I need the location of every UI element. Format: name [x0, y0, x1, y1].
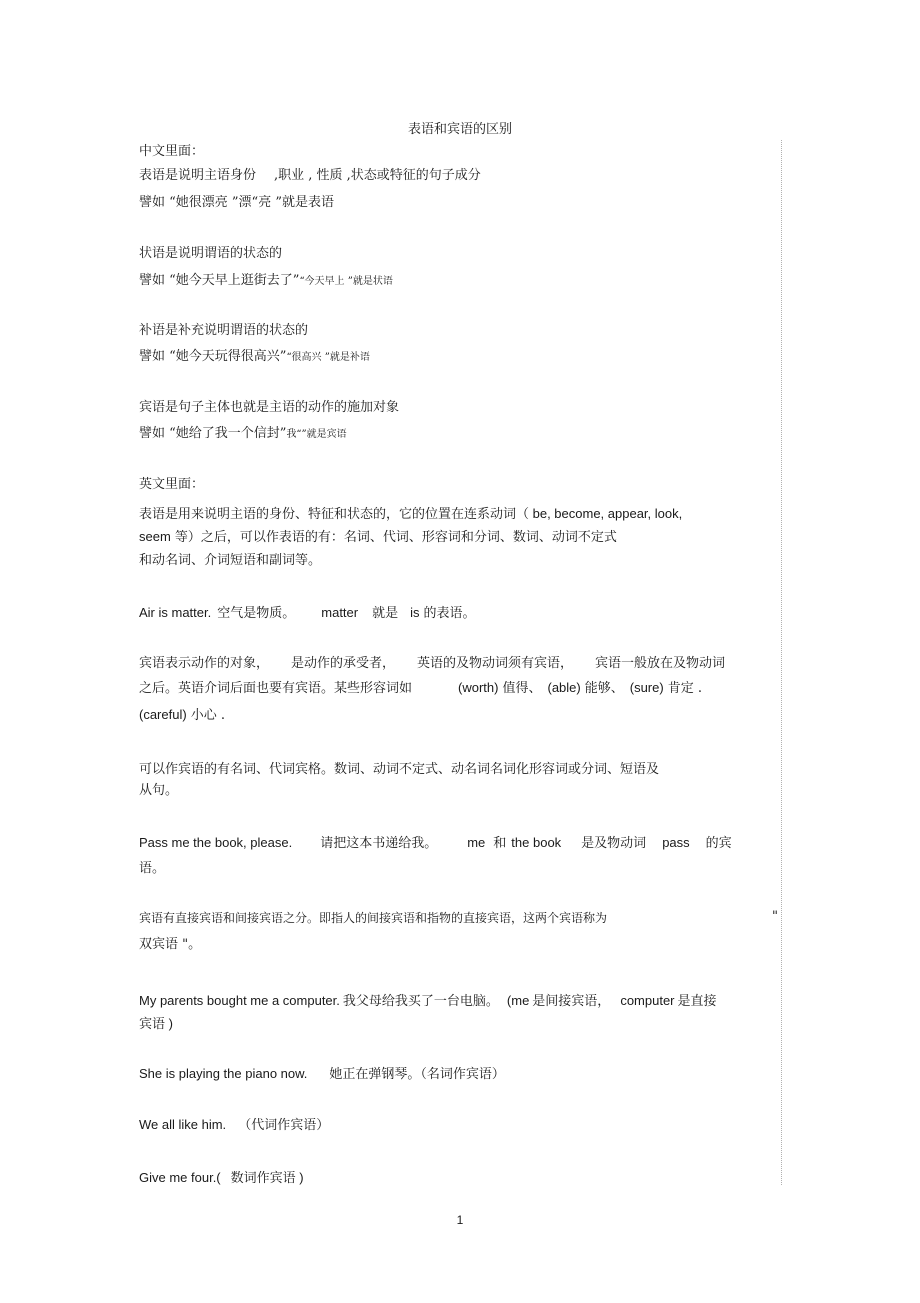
en-heading: 英文里面：	[139, 477, 205, 492]
text-run: computer	[620, 993, 675, 1008]
biaoyu-example: 譬如 “她很漂亮 ”漂“亮 ”就是表语	[139, 195, 334, 210]
text-run: Pass me the book, please.	[139, 835, 293, 850]
text-run: We all like him.	[139, 1117, 227, 1132]
text-run: “今天早上 ”就是状语	[299, 276, 393, 287]
p2-line-2	[139, 680, 702, 697]
p1-line-1	[139, 506, 682, 523]
text-run: )	[165, 1016, 173, 1031]
text-run: (worth)	[458, 680, 499, 695]
text-run: 譬如 “她今天早上逛街去了”	[139, 273, 300, 288]
text-run: (sure)	[629, 680, 664, 695]
text-run: Give me four.(	[139, 1170, 221, 1185]
buyu-definition: 补语是补充说明谓语的状态的	[139, 323, 309, 338]
text-run: 是直接	[677, 994, 717, 1009]
text-run: 宾语一般放在及物动词	[595, 656, 726, 671]
text-run: pass	[662, 835, 690, 850]
p3-line-1: 可以作宾语的有名词、代词宾格。数词、动词不定式、动名词名词化形容词或分词、短语及	[139, 762, 660, 777]
text-run: (careful)	[139, 707, 187, 722]
text-run: 宾语	[139, 1017, 166, 1032]
text-run: 譬如 “她给了我一个信封”	[139, 426, 287, 441]
p4-line-2	[139, 937, 201, 953]
text-run: ,职业 , 性质 ,状态或特征的句子成分	[274, 168, 481, 183]
text-run: 空气是物质。	[217, 606, 296, 621]
text-run: me	[467, 835, 486, 850]
binyu-example	[139, 426, 347, 443]
example-my-parents	[139, 993, 717, 1010]
text-run: 值得、	[502, 681, 542, 696]
text-run: 请把这本书递给我。	[320, 836, 438, 851]
text-run: 是及物动词	[581, 836, 647, 851]
text-run: 能够、	[584, 681, 624, 696]
example-give-me-four	[139, 1170, 304, 1187]
text-run: 数词作宾语	[230, 1171, 296, 1186]
text-run: “很高兴 ”就是补语	[286, 352, 370, 363]
text-run: 表语是用来说明主语的身份、特征和状态的，它的位置在连系动词（	[139, 507, 530, 522]
text-run: )	[295, 1170, 304, 1185]
example-air-is-matter	[139, 605, 476, 622]
p2-line-3	[139, 707, 225, 724]
example-piano	[139, 1066, 505, 1083]
text-run: 表语是说明主语身份	[139, 168, 257, 183]
text-run: 我“”就是宾语	[286, 429, 347, 440]
text-run: 的宾	[705, 836, 732, 851]
biaoyu-definition	[139, 168, 481, 184]
text-run: (able)	[547, 680, 581, 695]
text-run: is	[410, 605, 420, 620]
text-run: My parents bought me a computer.	[139, 993, 340, 1008]
text-run: 和	[493, 836, 507, 851]
text-run: the book	[511, 835, 562, 850]
zh-heading: 中文里面：	[139, 144, 205, 159]
text-run: 是间接宾语，	[532, 994, 611, 1009]
example-pass-line-2: 语。	[139, 861, 166, 876]
text-run: 是动作的承受者，	[291, 656, 396, 671]
text-run: matter	[321, 605, 359, 620]
example-my-parents-line-2	[139, 1016, 173, 1033]
text-run: 小心 .	[190, 708, 225, 723]
p4-quote-mark: "	[772, 909, 778, 924]
text-run: 的表语。	[423, 606, 476, 621]
text-run: 肯定 .	[667, 681, 702, 696]
p1-line-3: 和动名词、介词短语和副词等。	[139, 553, 322, 568]
text-run: be, become, appear, look,	[529, 506, 683, 521]
page-title: 表语和宾语的区别	[407, 122, 512, 137]
buyu-example	[139, 349, 370, 366]
text-run: seem	[139, 529, 171, 544]
p4-line-1: 宾语有直接宾语和间接宾语之分。即指人的间接宾语和指物的直接宾语，这两个宾语称为	[139, 911, 608, 925]
text-run: 英语的及物动词须有宾语，	[417, 656, 574, 671]
p2-line-1	[139, 656, 725, 672]
text-run: 双宾语	[139, 937, 179, 952]
text-run: 宾语表示动作的对象，	[139, 656, 270, 671]
text-run: （代词作宾语）	[238, 1118, 330, 1133]
binyu-definition: 宾语是句子主体也就是主语的动作的施加对象	[139, 400, 400, 415]
zhuangyu-example	[139, 273, 393, 290]
text-run: Air is matter.	[139, 605, 212, 620]
text-run: 等）之后，可以作表语的有：名词、代词、形容词和分词、数词、动词不定式	[170, 530, 617, 545]
page-number: 1	[456, 1213, 464, 1227]
margin-rule	[781, 140, 782, 1185]
text-run: 之后。英语介词后面也要有宾语。某些形容词如	[139, 681, 413, 696]
text-run: 就是	[372, 606, 399, 621]
text-run: (me	[506, 993, 530, 1008]
text-run: 她正在弹钢琴。（名词作宾语）	[329, 1067, 505, 1082]
text-run: She is playing the piano now.	[139, 1066, 308, 1081]
example-pass-me-the-book	[139, 835, 732, 852]
p3-line-2: 从句。	[139, 783, 179, 798]
example-like-him	[139, 1117, 329, 1134]
text-run: 譬如 “她今天玩得很高兴”	[139, 349, 287, 364]
p1-line-2	[139, 529, 617, 546]
text-run: "。	[178, 937, 202, 952]
text-run: 我父母给我买了一台电脑。	[342, 994, 499, 1009]
zhuangyu-definition: 状语是说明谓语的状态的	[139, 246, 283, 261]
